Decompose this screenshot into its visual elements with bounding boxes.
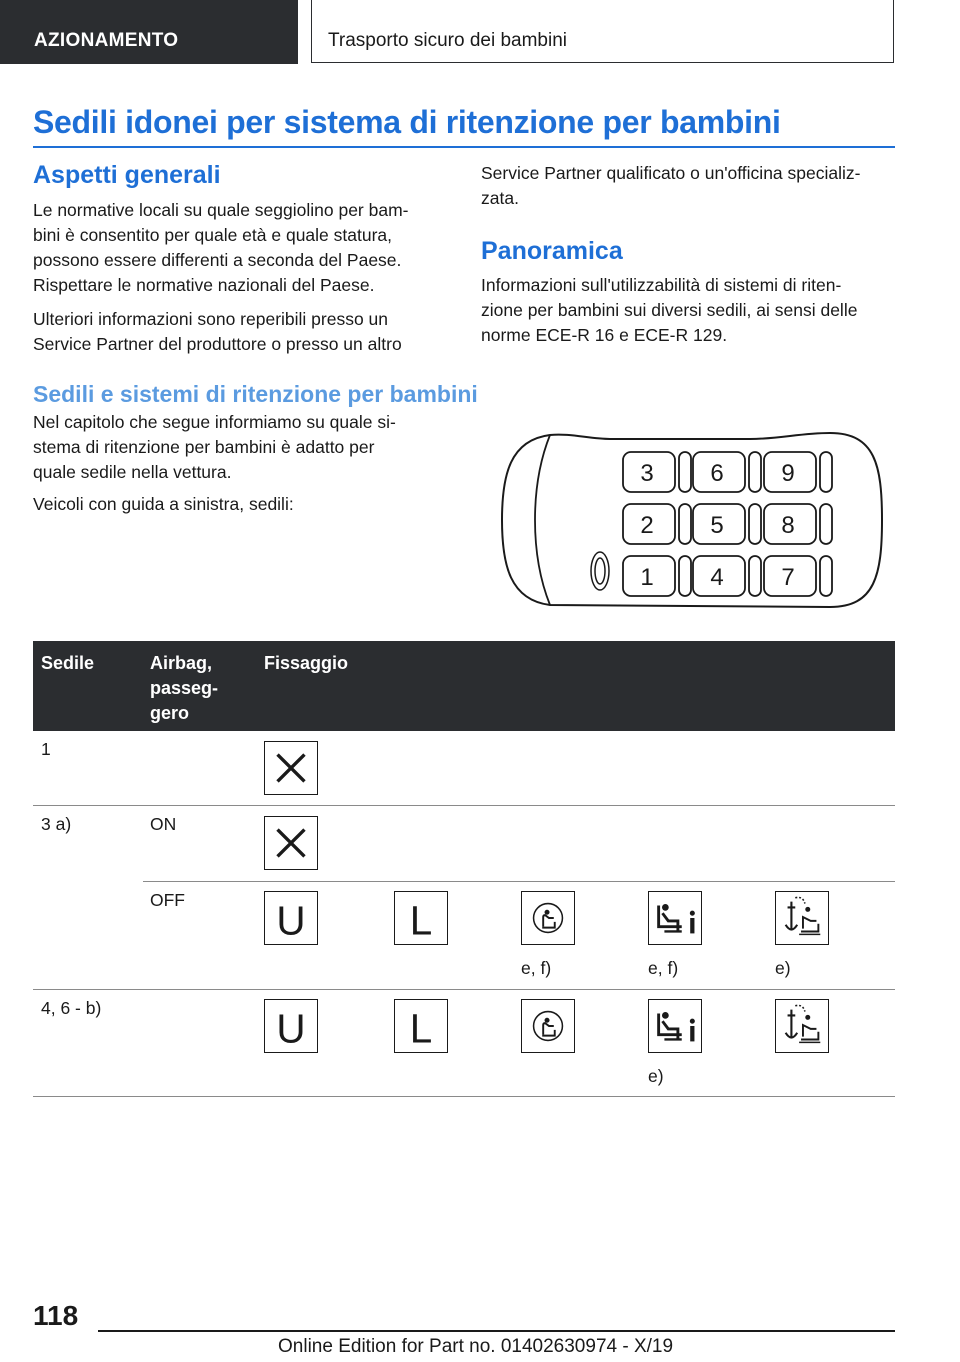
text-line: possono essere differenti a seconda del Paese. (33, 250, 402, 270)
seat-number: 2 (640, 512, 654, 539)
car-outline-svg (490, 425, 890, 615)
seat-backrest (749, 556, 761, 596)
seat-backrest (820, 452, 832, 492)
footer-edition: Online Edition for Part no. 01402630974 - X/19 (278, 1336, 674, 1357)
heading-overview: Panoramica (481, 237, 623, 265)
isofix-ring-icon (591, 552, 609, 590)
text-line: Service Partner del produttore o presso un altro (33, 334, 402, 354)
row-divider (33, 805, 895, 806)
seats-paragraph-1 (33, 410, 463, 485)
isofix-anchor-seat-icon (775, 999, 829, 1053)
text-line: norme ECE-R 16 e ECE-R 129. (481, 325, 728, 345)
cell-seat: 3 a) (41, 814, 72, 834)
cell-note: e) (648, 1066, 664, 1086)
text-line: zione per bambini sui diversi sedili, ai sensi delle (481, 300, 858, 320)
seats-paragraph-2: Veicoli con guida a sinistra, sedili: (33, 494, 294, 514)
universal-icon (264, 891, 318, 945)
svg-text:L: L (409, 1005, 433, 1052)
isofix-seat-icon (521, 999, 575, 1053)
cell-airbag: ON (150, 814, 177, 834)
text-line: gero (150, 703, 190, 723)
text-line: quale sedile nella vettura. (33, 462, 232, 482)
semi-universal-icon (394, 891, 448, 945)
svg-text:U: U (276, 1005, 306, 1052)
cell-note: e, f) (521, 958, 552, 978)
col-header-airbag (150, 651, 218, 726)
general-paragraph-1 (33, 198, 453, 298)
cell-note: e, f) (648, 958, 679, 978)
table-header (33, 641, 895, 731)
seat-number: 7 (781, 564, 795, 591)
isofix-seat-icon (521, 891, 575, 945)
seat-backrest (679, 556, 691, 596)
general-paragraph-2 (33, 307, 453, 357)
semi-universal-icon (394, 999, 448, 1053)
universal-icon (264, 999, 318, 1053)
seat-backrest (749, 504, 761, 544)
col-header-seat: Sedile (41, 653, 95, 673)
row-divider (33, 989, 895, 990)
seat-backrest (679, 504, 691, 544)
cell-note: e) (775, 958, 791, 978)
svg-text:L: L (409, 897, 433, 944)
cell-airbag: OFF (150, 890, 185, 910)
cell-seat: 4, 6 - b) (41, 998, 102, 1018)
seat-number: 6 (710, 460, 724, 487)
row-divider (33, 1096, 895, 1097)
isofix-anchor-seat-icon (775, 891, 829, 945)
text-line: Airbag, (150, 653, 213, 673)
isize-icon (648, 891, 702, 945)
seat-backrest (820, 504, 832, 544)
text-line: Nel capitolo che segue informiamo su quale si- (33, 412, 396, 432)
seat-number: 5 (710, 512, 724, 539)
text-line: Service Partner qualificato o un'officina specializ- (481, 163, 861, 183)
text-line: Le normative locali su quale seggiolino per bam- (33, 200, 409, 220)
text-line: Ulteriori informazioni sono reperibili presso un (33, 309, 389, 329)
seat-backrest (679, 452, 691, 492)
svg-text:U: U (276, 897, 306, 944)
seat-layout-diagram (490, 425, 890, 615)
col-header-fixing: Fissaggio (264, 653, 349, 673)
general-paragraph-2-cont (481, 161, 901, 211)
header-section-tab (0, 0, 298, 64)
seat-number: 4 (710, 564, 724, 591)
seat-number: 9 (781, 460, 795, 487)
not-allowed-icon (264, 816, 318, 870)
header-section-label: AZIONAMENTO (34, 30, 179, 51)
page-title: Sedili idonei per sistema di ritenzione per bambini (33, 104, 781, 140)
cell-seat: 1 (41, 739, 51, 759)
seat-number: 3 (640, 460, 654, 487)
text-line: stema di ritenzione per bambini è adatto per (33, 437, 375, 457)
row-divider (143, 881, 895, 882)
seat-number: 1 (640, 564, 654, 591)
header-chapter-box (311, 0, 894, 63)
heading-general: Aspetti generali (33, 161, 221, 189)
heading-seats: Sedili e sistemi di ritenzione per bambini (33, 381, 478, 407)
text-line: Informazioni sull'utilizzabilità di sistemi di riten- (481, 275, 842, 295)
text-line: passeg- (150, 678, 219, 698)
page-number: 118 (33, 1300, 79, 1331)
overview-paragraph (481, 273, 901, 348)
not-allowed-icon (264, 741, 318, 795)
header-chapter-label: Trasporto sicuro dei bambini (328, 30, 568, 51)
seat-number: 8 (781, 512, 795, 539)
text-line: bini è consentito per quale età e quale statura, (33, 225, 392, 245)
seat-backrest (820, 556, 832, 596)
text-line: Rispettare le normative nazionali del Paese. (33, 275, 375, 295)
footer-rule (98, 1330, 895, 1332)
seat-backrest (749, 452, 761, 492)
title-rule (33, 146, 895, 148)
text-line: zata. (481, 188, 519, 208)
isize-icon (648, 999, 702, 1053)
